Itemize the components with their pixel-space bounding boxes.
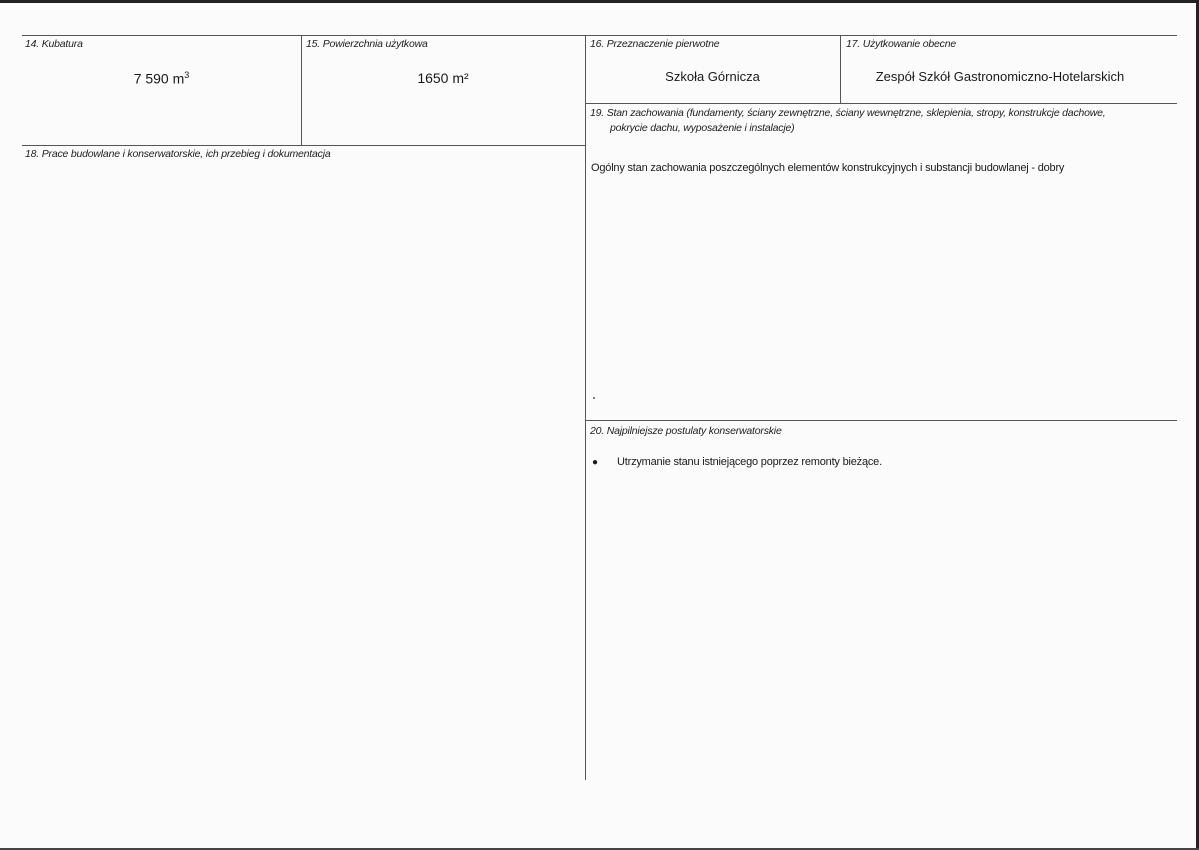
bullet-icon: ● [592, 457, 599, 468]
field-14-value [22, 70, 301, 87]
grid-line-top [22, 35, 1177, 36]
grid-line-f19-top [585, 103, 1177, 104]
stray-dot [593, 397, 595, 399]
field-19-label-continued: pokrycie dachu, wyposażenie i instalacje) [610, 122, 795, 134]
field-14-unit-sup: 3 [184, 70, 190, 80]
field-19-label: 19. Stan zachowania (fundamenty, ściany zewnętrzne, ściany wewnętrzne, sklepienia, stropy, konstrukcje dachowe, [590, 107, 1106, 119]
field-16-label: 16. Przeznaczenie pierwotne [590, 38, 720, 50]
grid-line-v-center [585, 35, 586, 780]
grid-line-f18-top [22, 145, 585, 146]
field-15-value: 1650 m² [417, 70, 469, 86]
grid-line-f20-top [585, 420, 1177, 421]
field-20-label: 20. Najpilniejsze postulaty konserwatorskie [590, 425, 782, 437]
field-14-number: 7 590 m [133, 70, 185, 87]
field-15-label: 15. Powierzchnia użytkowa [306, 38, 428, 50]
page-edge-top [0, 0, 1199, 3]
field-14-label: 14. Kubatura [25, 38, 83, 50]
field-16-value: Szkoła Górnicza [665, 69, 760, 84]
field-19-text: Ogólny stan zachowania poszczególnych elementów konstrukcyjnych i substancji budowlanej - dobry [591, 162, 1065, 174]
field-20-item: Utrzymanie stanu istniejącego poprzez remonty bieżące. [617, 456, 882, 468]
field-17-value: Zespół Szkół Gastronomiczno-Hotelarskich [875, 69, 1125, 84]
grid-line-v-15 [301, 35, 302, 145]
field-18-label: 18. Prace budowlane i konserwatorskie, ich przebieg i dokumentacja [25, 148, 331, 160]
field-17-label: 17. Użytkowanie obecne [846, 38, 957, 50]
